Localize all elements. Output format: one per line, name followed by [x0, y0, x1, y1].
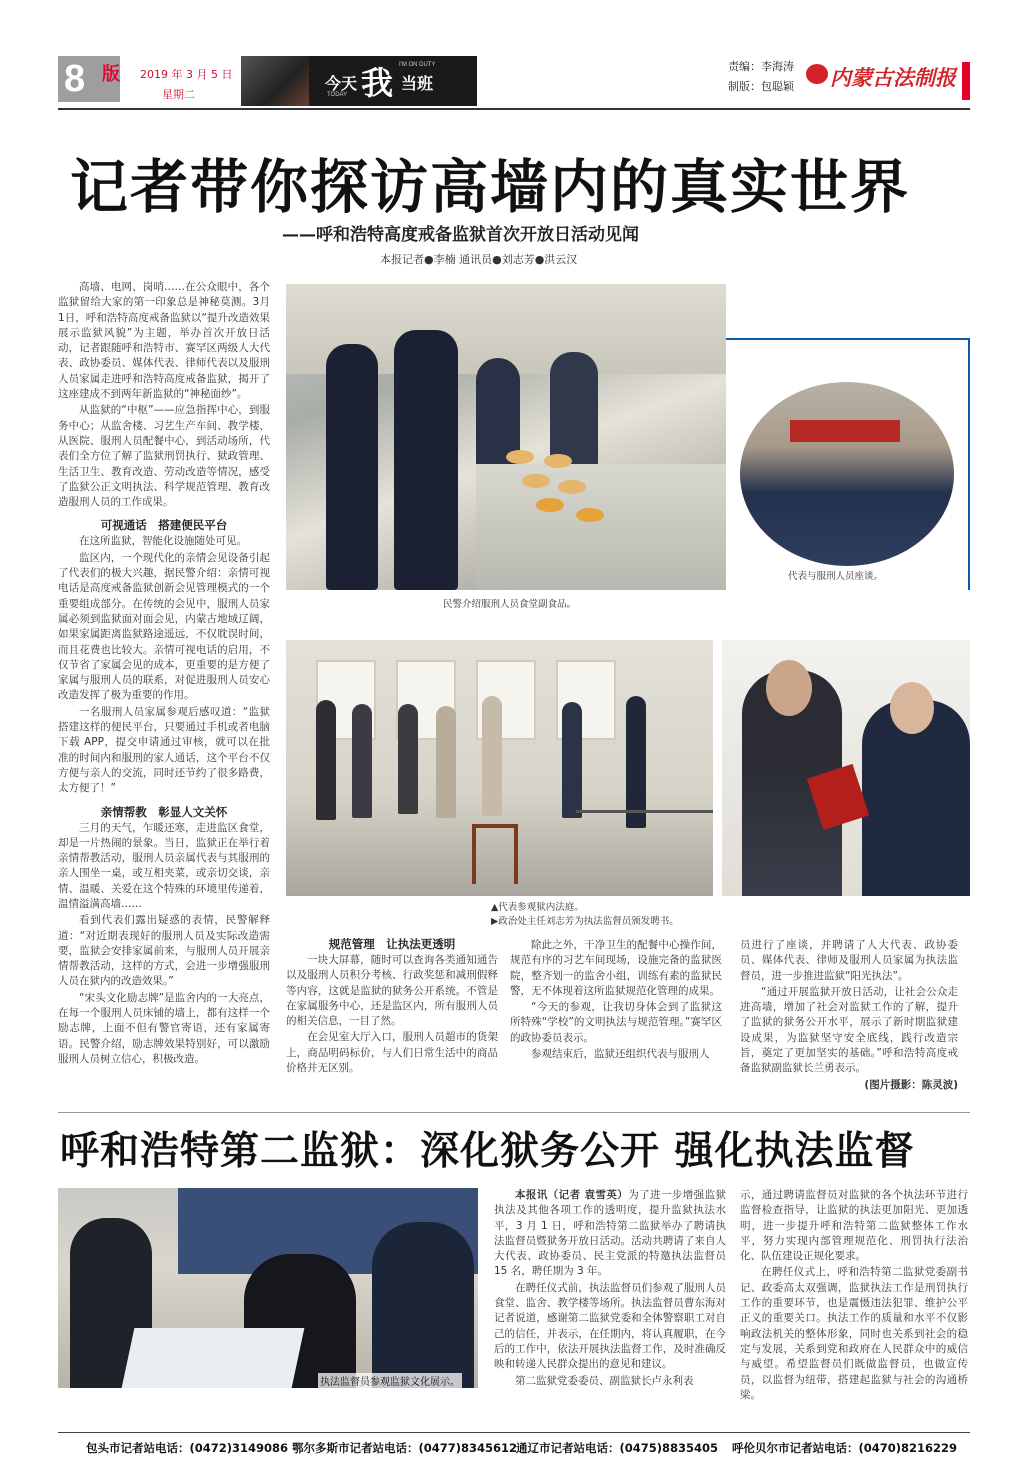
footer-ordos-station: 鄂尔多斯市记者站电话：(0477)8345612 — [292, 1441, 518, 1455]
paragraph: 看到代表们露出疑惑的表情，民警解释道：“对近期表现好的服刑人员及实际改造需要，监狱会安排家属前来，与服刑人员开展亲情帮教活动，这样的方式，会进一步增强服刑人员在狱内的改造效果。” — [58, 914, 270, 988]
footer-rule — [58, 1432, 970, 1433]
article2-column-1 — [494, 1188, 726, 1390]
article1-column-4 — [740, 938, 958, 1094]
paragraph: 在会见室大厅入口，服刑人员超市的货架上，商品明码标价，与人们日常生活中的商品价格并无区别。 — [286, 1031, 498, 1075]
section-heading: 规范管理 让执法更透明 — [328, 937, 456, 951]
photo-certificate-award — [722, 640, 970, 896]
banner-photo — [241, 56, 309, 106]
paragraph: 在这所监狱，智能化设施随处可见。 — [79, 535, 247, 548]
footer-tongliao-station: 通辽市记者站电话：(0475)8835405 — [516, 1441, 719, 1455]
dateline: 本报讯（记者 袁雪英） — [515, 1189, 629, 1201]
paragraph: 参观结束后，监狱还组织代表与服刑人 — [531, 1048, 710, 1061]
paragraph: 一名服刑人员家属参观后感叹道：“监狱搭建这样的便民平台，只要通过手机或者电脑下载 APP，提交申请通过审核，就可以在批准的时间内和服刑的家人通话，这个平台不仅方便与亲人的交流，同时还节约了很多路费，太方便了！” — [58, 705, 270, 795]
paragraph: 在聘任仪式前，执法监督员们参观了服刑人员食堂、监舍、教学楼等场所。执法监督员曹东海对记者说道，感谢第二监狱党委和全体警察职工对自己的信任，并表示，在任期内，将认真履职，在今后的工作中，依法开展执法监督工作，及时准确反映和转递人民群众提出的意见和建议。 — [494, 1281, 726, 1371]
paragraph: “通过开展监狱开放日活动，让社会公众走进高墙，增加了社会对监狱工作的了解，提升了监狱的狱务公开水平，展示了新时期监狱建设成果，为监狱坚守安全底线，践行改造宗旨，奠定了更加坚实的基础。”呼和浩特高度戒备监狱副监狱长兰勇表示。 — [740, 985, 958, 1075]
article2-title: 呼和浩特第二监狱：深化狱务公开 强化执法监督 — [60, 1128, 915, 1174]
paragraph: “今天的参观，让我切身体会到了监狱这所特殊“学校”的文明执法与规范管理。”赛罕区的政协委员表示。 — [510, 1001, 722, 1044]
paragraph: 第二监狱党委委员、副监狱长卢永利表 — [515, 1374, 694, 1387]
paragraph: 员进行了座谈，并聘请了人大代表、政协委员、媒体代表、律师及服刑人员家属为执法监督员，进一步推进监狱“阳光执法”。 — [740, 939, 958, 982]
article1-column-1 — [58, 280, 270, 1068]
paragraph: 高墙、电网、岗哨……在公众眼中，各个监狱留给大家的第一印象总是神秘莫测。3月1日，呼和浩特高度戒备监狱以“提升改造效果 展示监狱风貌”为主题，举办首次开放日活动，记者跟随呼和浩特市、赛罕区两级人大代表、政协委员、媒体代表、律师代表以及服刑人员家属走进呼和浩特高度戒备监狱，揭开了这座建成不到两年新监狱的“神秘面纱”。 — [58, 281, 270, 401]
newspaper-logo: 内蒙古法制报 — [830, 65, 956, 90]
banner-text-today: 今天 — [325, 74, 358, 93]
section-heading: 亲情帮教 彰显人文关怀 — [100, 804, 228, 819]
paragraph: 从监狱的“中枢”——应急指挥中心，到服务中心；从监舍楼、习艺生产车间、教学楼，从医院、服刑人员配餐中心，到活动场所，代表们全方位了解了监狱刑罚执行、狱政管理、生活卫生、教育改造、劳动改造等情况，感受了监狱公正文明执法、科学规范管理、教育改造服刑人员的工作成果。 — [58, 404, 270, 509]
paragraph: 在聘任仪式上，呼和浩特第二监狱党委副书记、政委高太双强调，监狱执法工作是刑罚执行工作的重要环节，也是震慑违法犯罪、维护公平正义的重要关口。执法工作的质量和水平不仅影响政法机关的整体形象，同时也关系到社会的稳定与发展，关系到党和政府在人民群众中的威信与威望。希望监督员们既做监督员，也做宣传员，以监督为纽带，搭建起监狱与社会的沟通桥梁。 — [740, 1266, 968, 1401]
footer-baotou-station: 包头市记者站电话：(0472)3149086 — [86, 1441, 289, 1455]
paragraph: 一块大屏幕，随时可以查询各类通知通告以及服刑人员积分考核、行政奖惩和减刑假释等内容，这就是监狱的狱务公开系统。不管是在家属服务中心，还是监区内，所有服刑人员的相关信息，一目了然。 — [286, 954, 498, 1028]
issue-date: 2019 年 3 月 5 日 — [140, 68, 233, 81]
article1-byline: 本报记者●李楠 通讯员●刘志芳●洪云汉 — [380, 253, 578, 266]
section-divider — [58, 1112, 970, 1113]
paragraph: “宋头文化励志牌”是监舍内的一大亮点，在每一个服刑人员床铺的墙上，都有这样一个励志牌，上面不但有警官寄语，还有家属寄语。民警介绍，励志牌效果特别好，可以激励服刑人员树立信心，积极改造。 — [58, 991, 270, 1065]
footer-hulunbuir-station: 呼伦贝尔市记者站电话：(0470)8216229 — [732, 1441, 958, 1455]
banner-english-duty: I'M ON DUTY — [399, 62, 436, 68]
issue-weekday: 星期二 — [162, 88, 195, 101]
caption-photo-court: ▲代表参观狱内法庭。 — [491, 902, 584, 913]
article1-column-2 — [286, 936, 498, 1077]
article2-column-2 — [740, 1188, 968, 1404]
layout-credit: 制版：包聪颖 — [728, 80, 794, 93]
photo-supervisors-visit — [58, 1188, 478, 1388]
caption-photo-award: ▶政治处主任刘志芳为执法监督员颁发聘书。 — [491, 916, 679, 927]
paragraph: 三月的天气，乍暖还寒，走进监区食堂，却是一片热闹的景象。当日，监狱正在举行着亲情帮教活动，服刑人员亲属代表与其服刑的亲人围坐一桌，或互相夹菜，或亲切交谈，亲情、温暖、关爱在这个特殊的环境里传递着，温情溢满高墙…… — [58, 821, 270, 910]
page-number-box — [58, 56, 120, 102]
paragraph: 示，通过聘请监督员对监狱的各个执法环节进行监督检查指导，让监狱的执法更加阳光、更加透明，进一步提升呼和浩特第二监狱整体工作水平，努力实现内部管理规范化、刑罚执行法治化、队伍建设正规化要求。 — [740, 1189, 968, 1263]
banner-english-today: TODAY — [327, 92, 348, 98]
photo-credit: (图片摄影：陈灵波) — [864, 1078, 958, 1091]
newspaper-logo-icon — [806, 64, 828, 84]
page-number: 8 — [64, 58, 86, 100]
article1-title: 记者带你探访高墙内的真实世界 — [70, 153, 911, 221]
page-suffix: 版 — [102, 64, 120, 85]
banner-text-duty: 当班 — [401, 74, 434, 93]
paragraph: 本报讯（记者 袁雪英）为了进一步增强监狱执法及其他各项工作的透明度，提升监狱执法水平，3 月 1 日，呼和浩特第二监狱举办了聘请执法监督员暨狱务开放日活动。活动共聘请了来自人大代表、政协委员、民主党派的特邀执法监督员 15 名，聘任期为 3 年。 — [494, 1189, 727, 1278]
header-rule — [58, 108, 970, 110]
editor-credit: 责编：李海涛 — [728, 60, 794, 73]
article1-subtitle: ——呼和浩特高度戒备监狱首次开放日活动见闻 — [282, 225, 639, 245]
caption-photo-canteen: 民警介绍服刑人员食堂副食品。 — [443, 599, 577, 610]
photo-meeting-circle — [738, 380, 956, 568]
page-header — [58, 52, 970, 106]
photo-canteen-food — [286, 284, 726, 590]
article1-column-3 — [510, 938, 722, 1063]
photo-prison-court — [286, 640, 713, 896]
caption-photo-meeting: 代表与服刑人员座谈。 — [788, 571, 884, 582]
paragraph: 监区内，一个现代化的亲情会见设备引起了代表们的极大兴趣，据民警介绍：亲情可视电话是高度戒备监狱创新会见管理模式的一个重要组成部分。在传统的会见中，服刑人员家属必须到监狱面对面会见，内蒙古地域辽阔，如果家属距离监狱路途遥远，不仅耽误时间，而且花费也比较大。亲情可视电话的启用，不仅节省了家属会见的成本，更重要的是方便了家属与服刑人员的联系，对促进服刑人员安心改造发挥了极为重要的作用。 — [58, 551, 270, 702]
paragraph: 除此之外，干净卫生的配餐中心操作间，规范有序的习艺车间现场，设施完备的监狱医院，整齐划一的监舍小组，训练有素的监狱民警，无不体现着这所监狱规范化管理的成果。 — [510, 939, 722, 997]
red-edge-tab — [962, 62, 970, 100]
section-banner — [241, 56, 477, 106]
section-heading: 可视通话 搭建便民平台 — [100, 518, 228, 533]
banner-text-me: 我 — [361, 64, 394, 102]
caption-photo-supervisors: 执法监督员参观监狱文化展示。 — [318, 1373, 462, 1388]
